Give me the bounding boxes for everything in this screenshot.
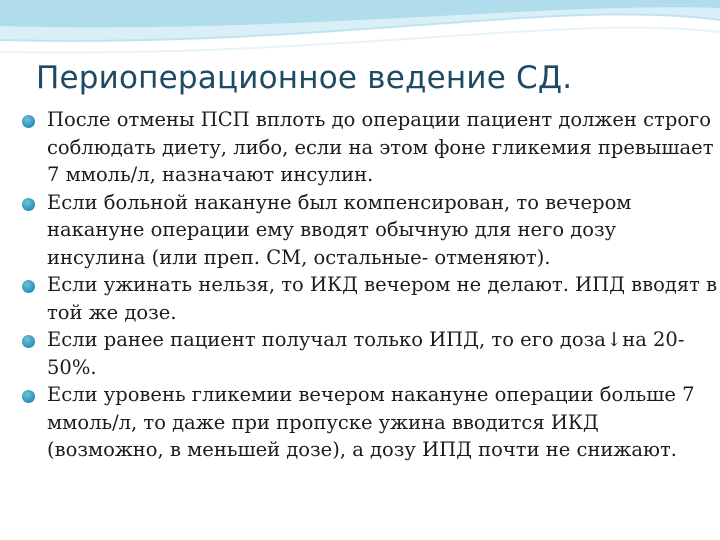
bullet-text: Если ужинать нельзя, то ИКД вечером не делают. ИПД вводят в той же дозе. — [47, 273, 718, 324]
bullet-text: Если больной накануне был компенсирован, то вечером накануне операции ему вводят обычную для него дозу инсулина (или преп. СМ, остальные- отменяют). — [47, 190, 632, 269]
bullet-text: После отмены ПСП вплоть до операции пациент должен строго соблюдать диету, либо, если на этом фоне гликемия превышает 7 ммоль/л, назначают инсулин. — [47, 108, 714, 186]
slide-title: Периоперационное ведение СД. — [36, 60, 573, 96]
bullet-circle-icon — [22, 198, 35, 211]
bullet-item — [22, 326, 718, 381]
bullet-circle-icon — [22, 115, 35, 128]
bullet-list — [22, 106, 718, 464]
bullet-circle-icon — [22, 280, 35, 293]
bullet-circle-icon — [22, 335, 35, 348]
bullet-item — [22, 106, 718, 189]
bullet-text: Если уровень гликемии вечером накануне операции больше 7 ммоль/л, то даже при пропуске ужина вводится ИКД (возможно, в меньшей дозе), а дозу ИПД почти не снижают. — [47, 383, 695, 461]
bullet-item — [22, 189, 718, 272]
bullet-item — [22, 381, 718, 464]
bullet-circle-icon — [22, 390, 35, 403]
bullet-item — [22, 271, 718, 326]
bullet-text: Если ранее пациент получал только ИПД, то его доза↓на 20-50%. — [47, 328, 685, 379]
